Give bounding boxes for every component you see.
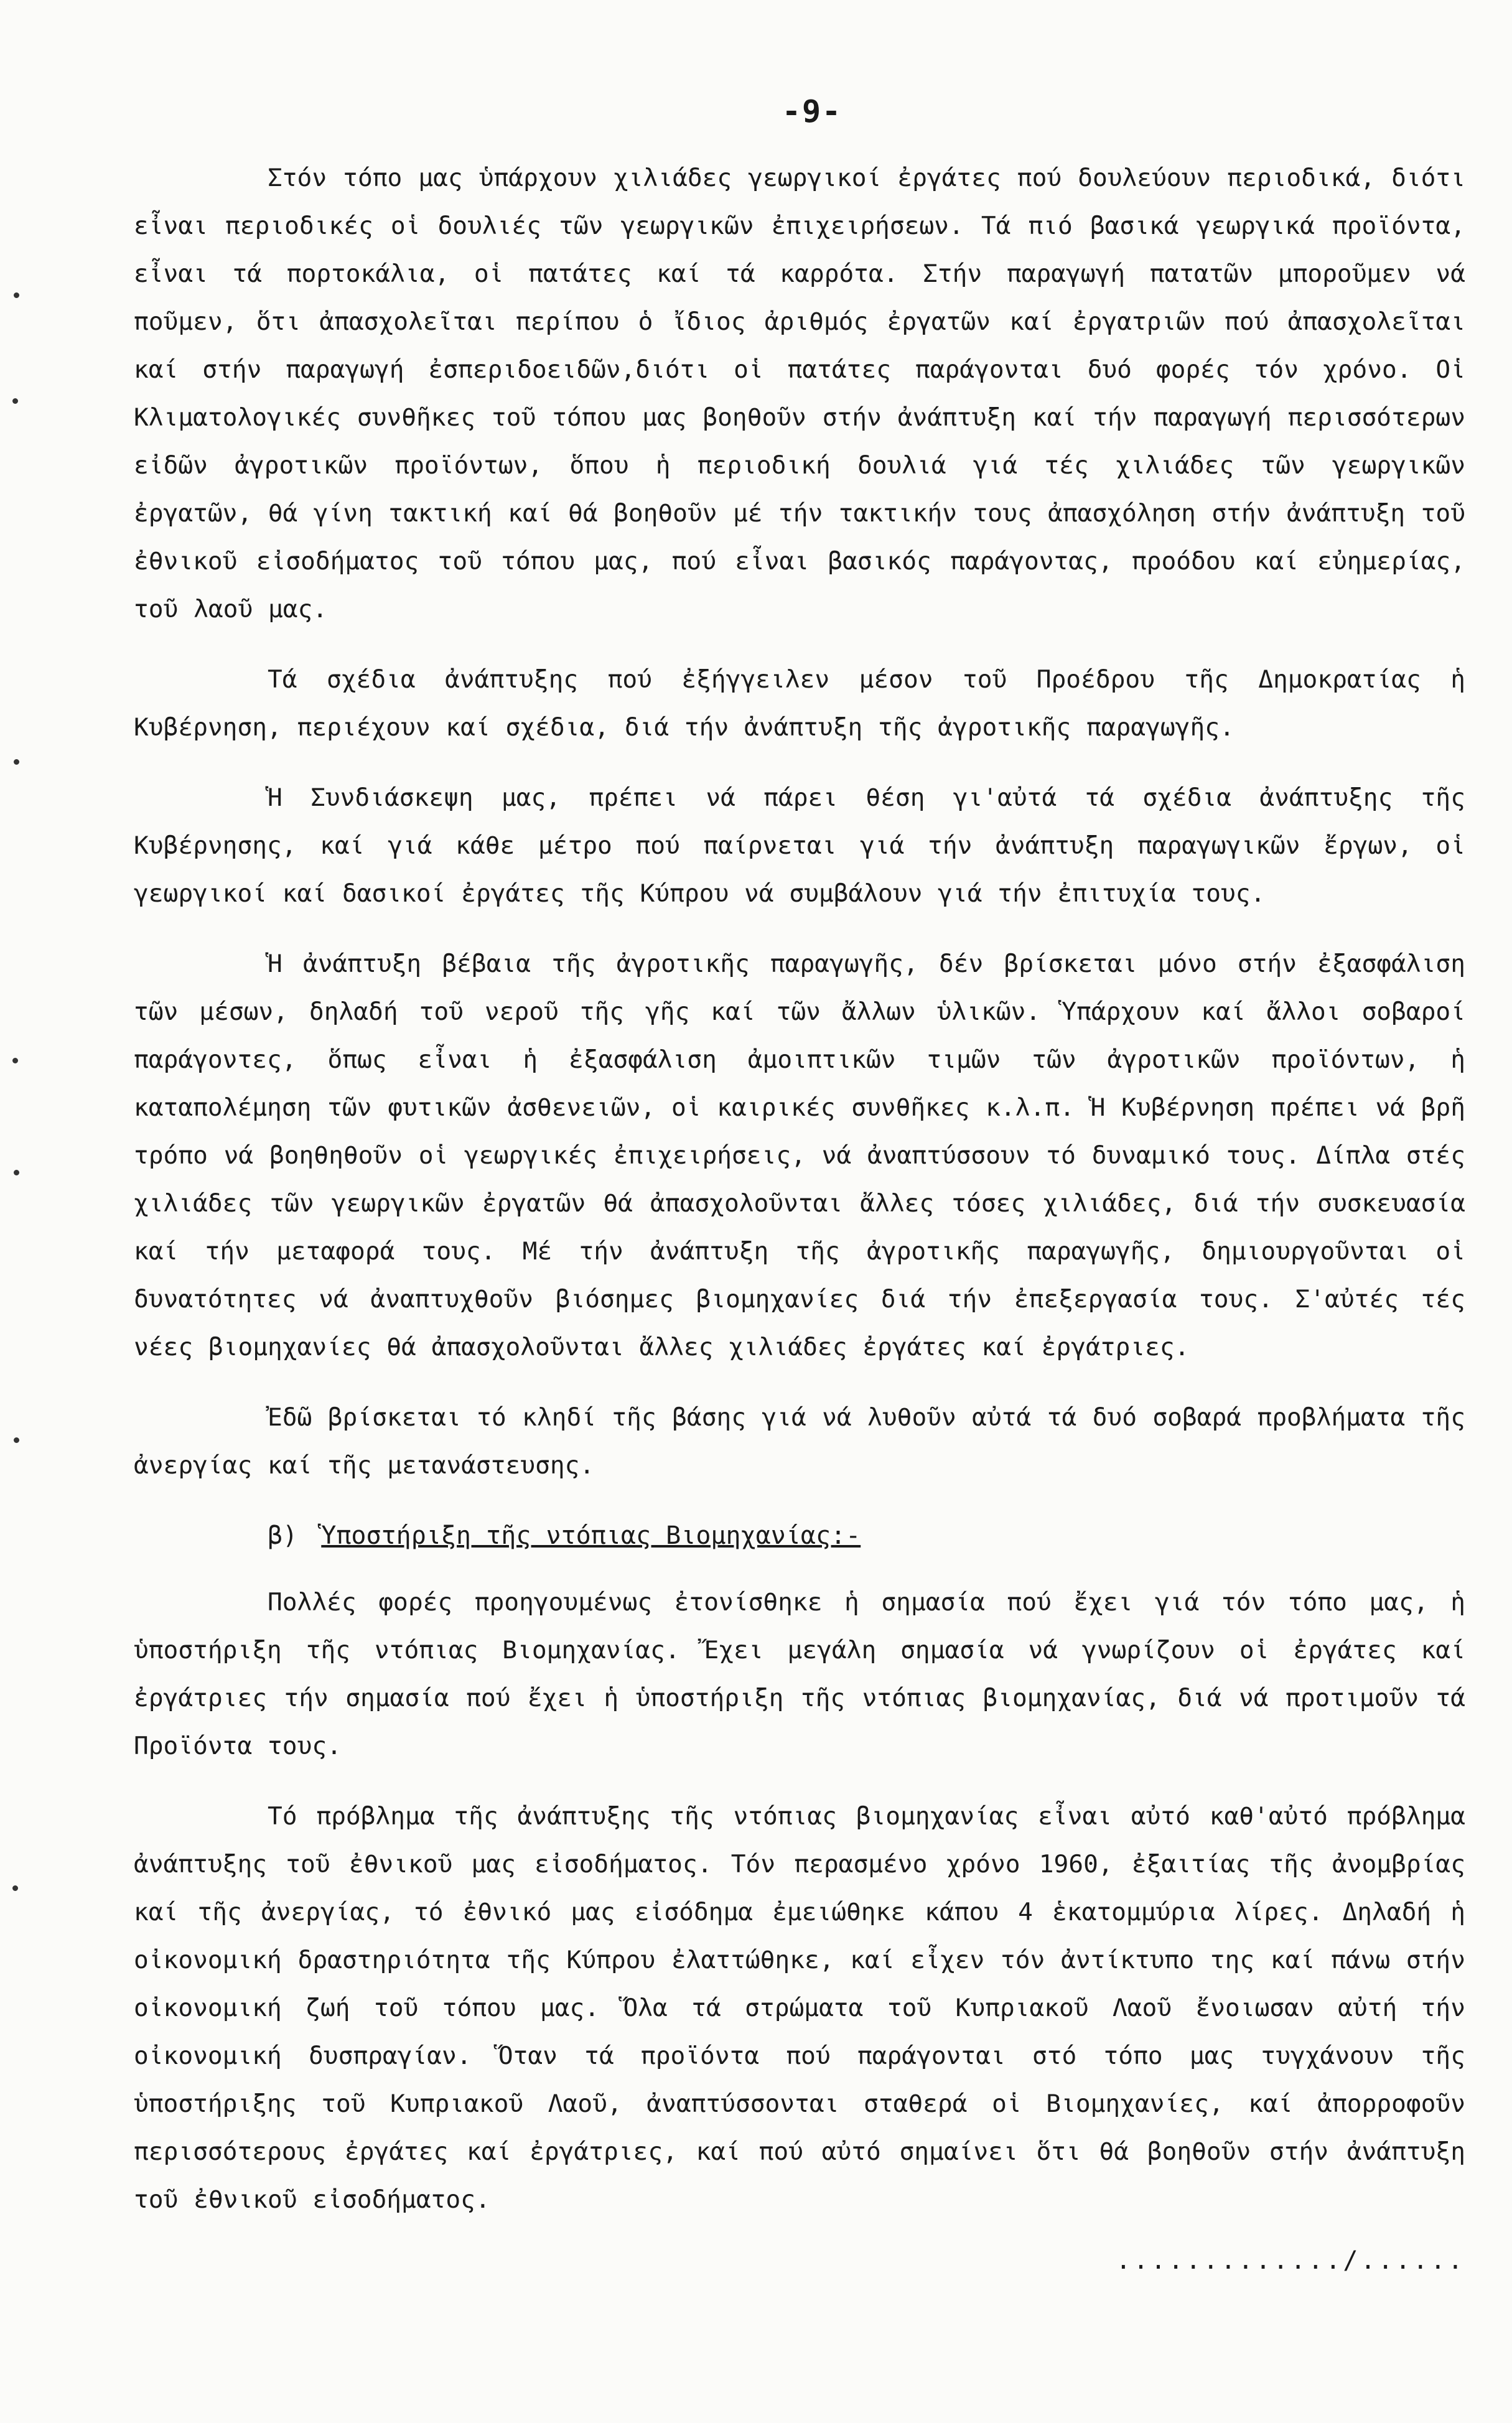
paragraph-5: Ἐδῶ βρίσκεται τό κληδί τῆς βάσης γιά νά λυθοῦν αὐτά τά δυό σοβαρά προβλήματα τῆς ἀνεργίας καί τῆς μετανάστευσης. (134, 1403, 1465, 1480)
document-page (134, 93, 1465, 2275)
section-heading-label: β) (268, 1521, 298, 1550)
section-heading (134, 1512, 1465, 1560)
paragraph-3: Ἡ Συνδιάσκεψη μας, πρέπει νά πάρει θέση γι'αὐτά τά σχέδια ἀνάπτυξης τῆς Κυβέρνησης, καί γιά κάθε μέτρο πού παίρνεται γιά τήν ἀνάπτυξη παραγωγικῶν ἔργων, οἱ γεωργικοί καί δασικοί ἐργάτες τῆς Κύπρου νά συμβάλουν γιά τήν ἐπιτυχία τους. (134, 783, 1465, 908)
continuation-mark: ............./...... (1116, 2246, 1465, 2275)
section-paragraph-1: Πολλές φορές προηγουμένως ἐτονίσθηκε ἡ σημασία πού ἔχει γιά τόν τόπο μας, ἡ ὑποστήριξη τῆς ντόπιας Βιομηχανίας. Ἔχει μεγάλη σημασία νά γνωρίζουν οἱ ἐργάτες καί ἐργάτριες τήν σημασία πού ἔχει ἡ ὑποστήριξη τῆς ντόπιας βιομηχανίας, διά νά προτιμοῦν τά Προϊόντα τους. (134, 1588, 1465, 1760)
paragraph-4: Ἡ ἀνάπτυξη βέβαια τῆς ἀγροτικῆς παραγωγῆς, δέν βρίσκεται μόνο στήν ἐξασφάλιση τῶν μέσων, δηλαδή τοῦ νεροῦ τῆς γῆς καί τῶν ἄλλων ὑλικῶν. Ὑπάρχουν καί ἄλλοι σοβαροί παράγοντες, ὅπως εἶναι ἡ ἐξασφάλιση ἀμοιπτικῶν τιμῶν τῶν ἀγροτικῶν προϊόντων, ἡ καταπολέμηση τῶν φυτικῶν ἀσθενειῶν, οἱ καιρικές συνθῆκες κ.λ.π. Ἡ Κυβέρνηση πρέπει νά βρῆ τρόπο νά βοηθηθοῦν οἱ γεωργικές ἐπιχειρήσεις, νά ἀναπτύσσουν τό δυναμικό τους. Δίπλα στές χιλιάδες τῶν γεωργικῶν ἐργατῶν θά ἀπασχολοῦνται ἄλλες τόσες χιλιάδες, διά τήν συσκευασία καί τήν μεταφορά τους. Μέ τήν ἀνάπτυξη τῆς ἀγροτικῆς παραγωγῆς, δημιουργοῦνται οἱ δυνατότητες νά ἀναπτυχθοῦν βιόσημες βιομηχανίες διά τήν ἐπεξεργασία τους. Σ'αὐτές τές νέες βιομηχανίες θά ἀπασχολοῦνται ἄλλες χιλιάδες ἐργάτες καί ἐργάτριες. (134, 950, 1465, 1361)
section-heading-title: Ὑποστήριξη τῆς ντόπιας Βιομηχανίας:- (321, 1521, 861, 1550)
paragraph-2: Τά σχέδια ἀνάπτυξης πού ἐξήγγειλεν μέσον τοῦ Προέδρου τῆς Δημοκρατίας ἡ Κυβέρνηση, περιέχουν καί σχέδια, διά τήν ἀνάπτυξη τῆς ἀγροτικῆς παραγωγῆς. (134, 665, 1465, 742)
page-number: -9- (782, 93, 842, 129)
section-paragraph-2: Τό πρόβλημα τῆς ἀνάπτυξης τῆς ντόπιας βιομηχανίας εἶναι αὐτό καθ'αὐτό πρόβλημα ἀνάπτυξης τοῦ ἐθνικοῦ μας εἰσοδήματος. Τόν περασμένο χρόνο 1960, ἐξαιτίας τῆς ἀνομβρίας καί τῆς ἀνεργίας, τό ἐθνικό μας εἰσόδημα ἐμειώθηκε κάπου 4 ἑκατομμύρια λίρες. Δηλαδή ἡ οἰκονομική δραστηριότητα τῆς Κύπρου ἐλαττώθηκε, καί εἶχεν τόν ἀντίκτυπο της καί πάνω στήν οἰκονομική ζωή τοῦ τόπου μας. Ὅλα τά στρώματα τοῦ Κυπριακοῦ Λαοῦ ἔνοιωσαν αὐτή τήν οἰκονομική δυσπραγίαν. Ὅταν τά προϊόντα πού παράγονται στό τόπο μας τυγχάνουν τῆς ὑποστήριξης τοῦ Κυπριακοῦ Λαοῦ, ἀναπτύσσονται σταθερά οἱ Βιομηχανίες, καί ἀπορροφοῦν περισσότερους ἐργάτες καί ἐργάτριες, καί πού αὐτό σημαίνει ὅτι θά βοηθοῦν στήν ἀνάπτυξη τοῦ ἐθνικοῦ εἰσοδήματος. (134, 1802, 1465, 2214)
paragraph-1: Στόν τόπο μας ὑπάρχουν χιλιάδες γεωργικοί ἐργάτες πού δουλεύουν περιοδικά, διότι εἶναι περιοδικές οἱ δουλιές τῶν γεωργικῶν ἐπιχειρήσεων. Τά πιό βασικά γεωργικά προϊόντα, εἶναι τά πορτοκάλια, οἱ πατάτες καί τά καρρότα. Στήν παραγωγή πατατῶν μποροῦμεν νά ποῦμεν, ὅτι ἀπασχολεῖται περίπου ὁ ἴδιος ἀριθμός ἐργατῶν καί ἐργατριῶν πού ἀπασχολεῖται καί στήν παραγωγή ἐσπεριδοειδῶν,διότι οἱ πατάτες παράγονται δυό φορές τόν χρόνο. Οἱ Κλιματολογικές συνθῆκες τοῦ τόπου μας βοηθοῦν στήν ἀνάπτυξη καί τήν παραγωγή περισσότερων εἰδῶν ἀγροτικῶν προϊόντων, ὅπου ἡ περιοδική δουλιά γιά τές χιλιάδες τῶν γεωργικῶν ἐργατῶν, θά γίνη τακτική καί θά βοηθοῦν μέ τήν τακτικήν τους ἀπασχόληση στήν ἀνάπτυξη τοῦ ἐθνικοῦ εἰσοδήματος τοῦ τόπου μας, πού εἶναι βασικός παράγοντας, προόδου καί εὐημερίας, τοῦ λαοῦ μας. (134, 164, 1465, 623)
